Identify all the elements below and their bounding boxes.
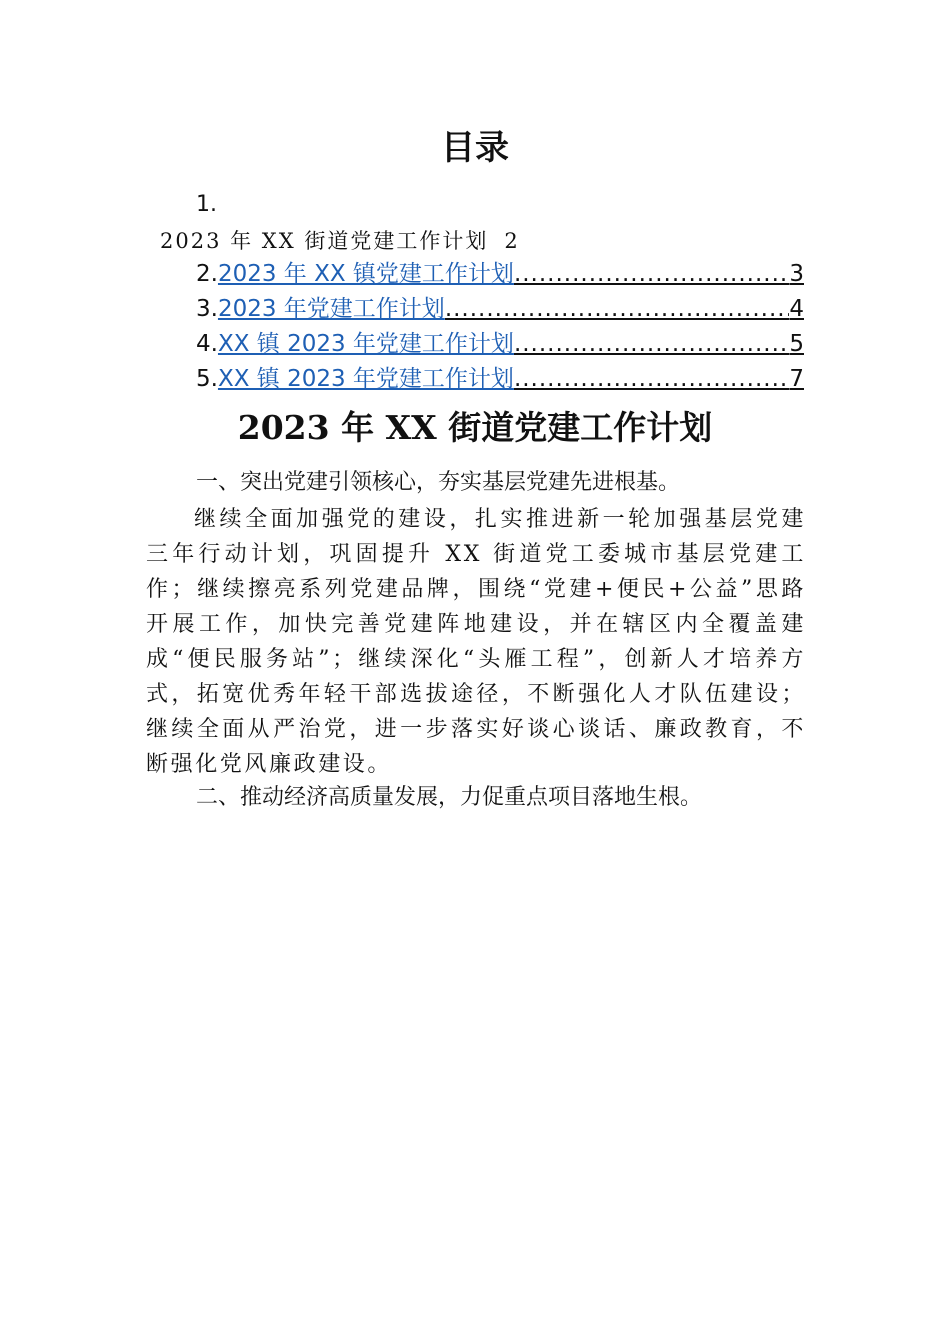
toc-item-page: 3 (789, 261, 804, 287)
toc-leader-dots (445, 292, 790, 326)
toc-item-number: 4. (196, 331, 218, 357)
toc-item-link[interactable]: XX 镇 2023 年党建工作计划 (217, 331, 514, 357)
toc-item-4[interactable] (196, 327, 804, 361)
document-title: 2023 年 XX 街道党建工作计划 (237, 408, 713, 447)
toc-item-number: 2. (196, 261, 218, 287)
toc-leader-dots (514, 362, 789, 396)
toc-item-1-text: 2023 年 XX 街道党建工作计划 (160, 229, 489, 253)
toc-item-page: 7 (789, 366, 804, 392)
toc-item-link[interactable]: 2023 年党建工作计划 (217, 296, 445, 322)
toc-item-link[interactable]: 2023 年 XX 镇党建工作计划 (217, 261, 514, 287)
toc-item-3[interactable] (196, 292, 804, 326)
toc-title: 目录 (441, 128, 509, 168)
toc-item-number: 5. (196, 366, 218, 392)
toc-item-2[interactable] (196, 257, 804, 291)
toc-item-1-page: 2 (504, 229, 520, 253)
toc-leader-dots (514, 257, 789, 291)
toc-item-page: 5 (789, 331, 804, 357)
body-paragraph: 继续全面加强党的建设，扎实推进新一轮加强基层党建三年行动计划，巩固提升 XX 街道党工委城市基层党建工作；继续擦亮系列党建品牌，围绕“党建+便民+公益”思路开展工作，加快完善党建阵地建设，并在辖区内全覆盖建成“便民服务站”；继续深化“头雁工程”，创新人才培养方式，拓宽优秀年轻干部选拔途径，不断强化人才队伍建设；继续全面从严治党，进一步落实好谈心谈话、廉政教育，不断强化党风廉政建设。 (146, 507, 806, 777)
toc-leader-dots (514, 327, 789, 361)
section-heading-2: 二、推动经济高质量发展，力促重点项目落地生根。 (196, 785, 703, 810)
section-heading-1: 一、突出党建引领核心，夯实基层党建先进根基。 (196, 470, 681, 495)
toc-item-page: 4 (789, 296, 804, 322)
toc-item-number: 3. (196, 296, 218, 322)
toc-item-1[interactable] (160, 226, 520, 256)
toc-item-5[interactable] (196, 362, 804, 396)
toc-item-1-number: 1. (196, 192, 217, 217)
toc-item-link[interactable]: XX 镇 2023 年党建工作计划 (217, 366, 514, 392)
